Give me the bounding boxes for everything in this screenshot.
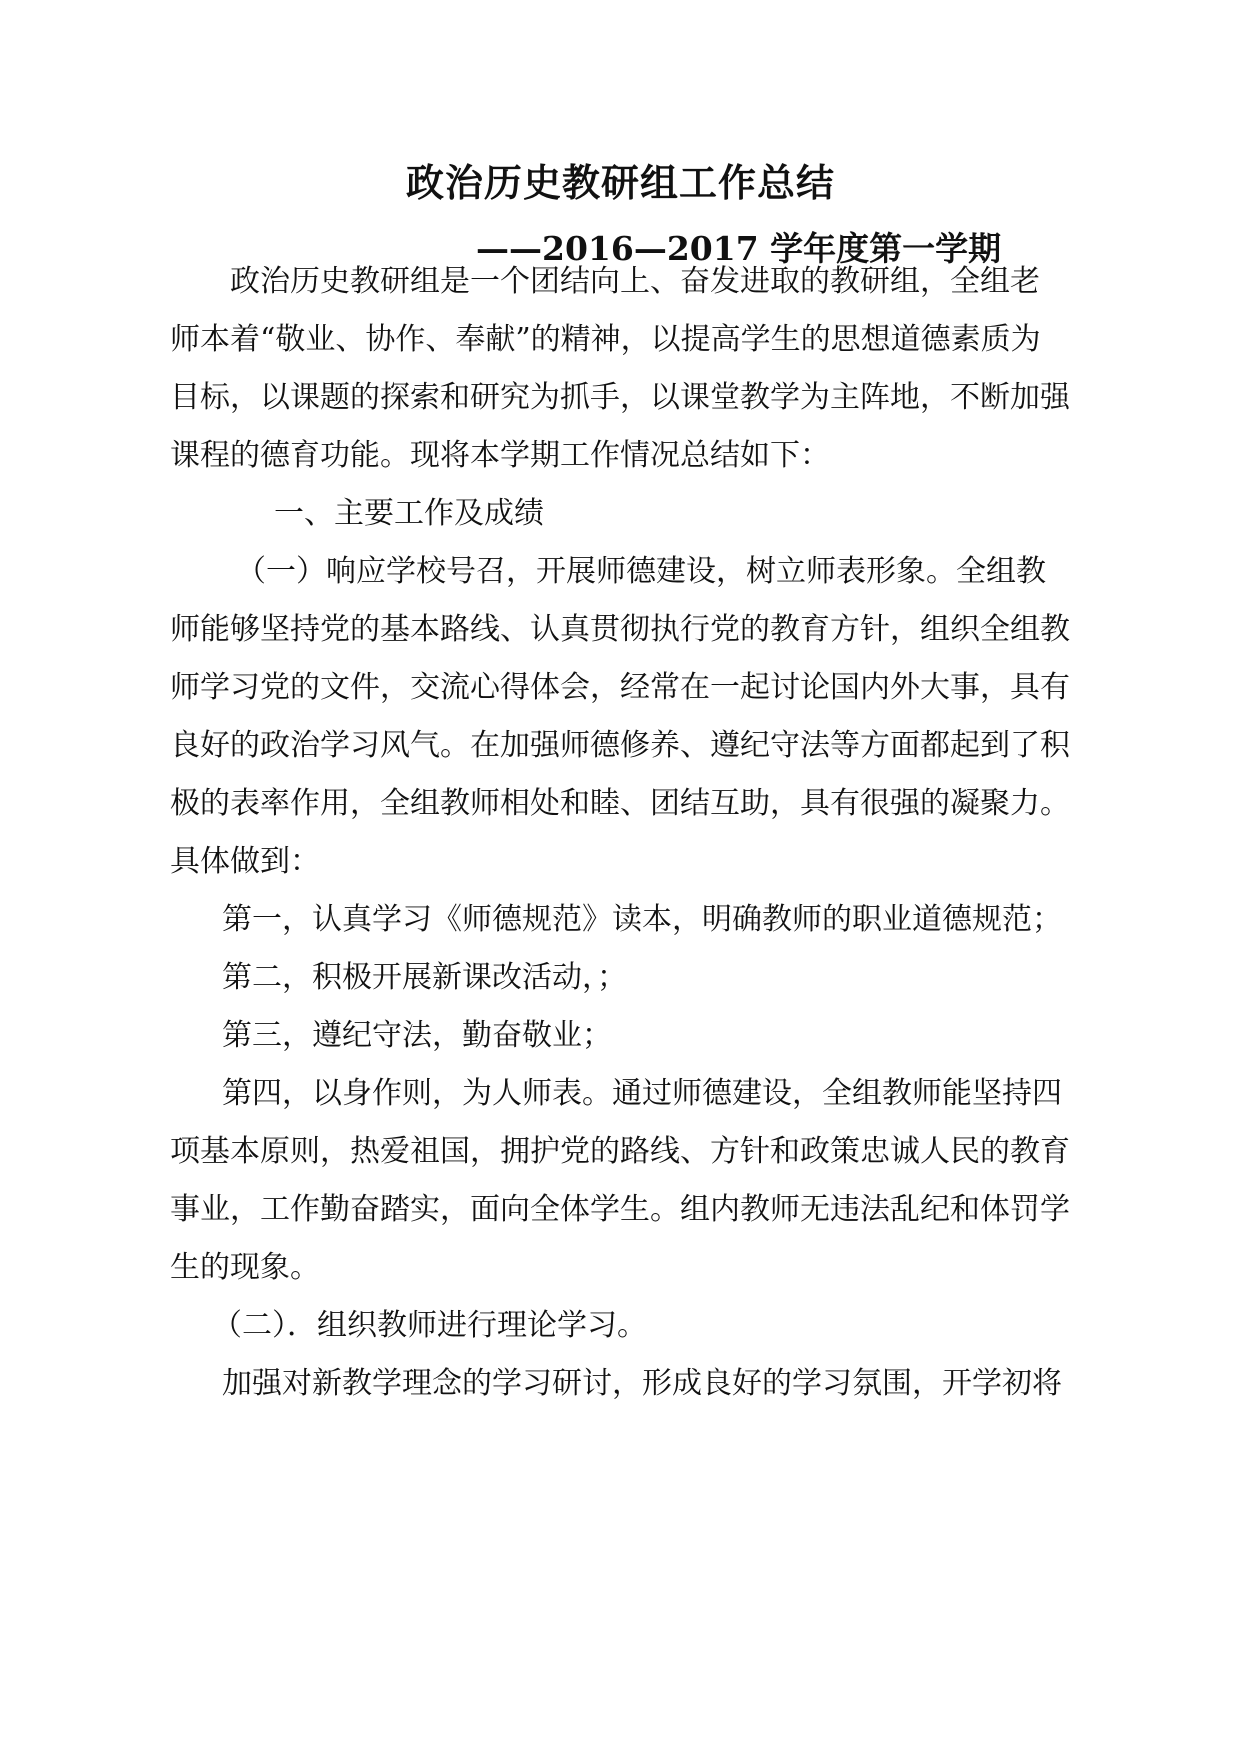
paragraph-line: 师本着“敬业、协作、奉献”的精神，以提高学生的思想道德素质为 — [170, 322, 1041, 357]
paragraph-line: 生的现象。 — [170, 1250, 320, 1285]
paragraph-line: 课程的德育功能。现将本学期工作情况总结如下： — [170, 438, 830, 473]
paragraph-line: 第二，积极开展新课改活动，； — [222, 960, 627, 995]
document-title: 政治历史教研组工作总结 — [405, 160, 835, 205]
paragraph-line: 第四，以身作则，为人师表。通过师德建设，全组教师能坚持四 — [222, 1076, 1062, 1111]
paragraph-line: 师学习党的文件，交流心得体会，经常在一起讨论国内外大事，具有 — [170, 670, 1070, 705]
paragraph-line: 良好的政治学习风气。在加强师德修养、遵纪守法等方面都起到了积 — [170, 728, 1070, 763]
section-heading: （二）．组织教师进行理论学习。 — [212, 1308, 647, 1343]
paragraph-line: 第一，认真学习《师德规范》读本，明确教师的职业道德规范； — [222, 902, 1062, 937]
paragraph-line: 项基本原则，热爱祖国，拥护党的路线、方针和政策忠诚人民的教育 — [170, 1134, 1070, 1169]
paragraph-line: 目标，以课题的探索和研究为抓手，以课堂教学为主阵地，不断加强 — [170, 380, 1070, 415]
section-heading: 一、主要工作及成绩 — [274, 496, 544, 531]
paragraph-line: 师能够坚持党的基本路线、认真贯彻执行党的教育方针，组织全组教 — [170, 612, 1070, 647]
paragraph-line: 具体做到： — [170, 844, 320, 879]
paragraph-line: 政治历史教研组是一个团结向上、奋发进取的教研组，全组老 — [230, 264, 1040, 299]
document-subtitle: ——2016—2017 学年度第一学期 — [476, 229, 1002, 268]
paragraph-line: 第三，遵纪守法，勤奋敬业； — [222, 1018, 612, 1053]
paragraph-line: （一）响应学校号召，开展师德建设，树立师表形象。全组教 — [236, 554, 1046, 589]
paragraph-line: 事业，工作勤奋踏实，面向全体学生。组内教师无违法乱纪和体罚学 — [170, 1192, 1070, 1227]
paragraph-line: 极的表率作用，全组教师相处和睦、团结互助，具有很强的凝聚力。 — [170, 786, 1070, 821]
paragraph-line: 加强对新教学理念的学习研讨，形成良好的学习氛围，开学初将 — [222, 1366, 1062, 1401]
